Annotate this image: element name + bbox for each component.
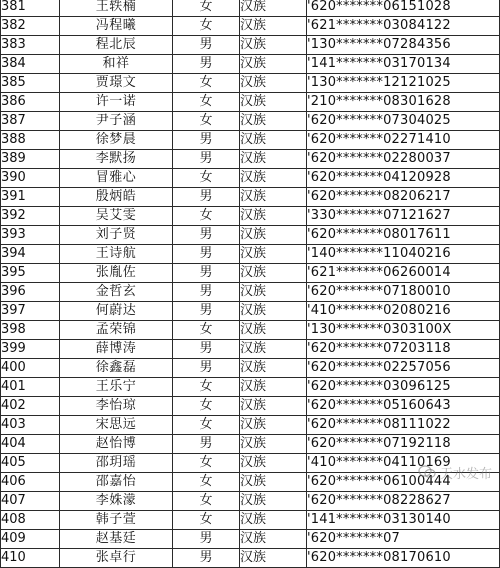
row-number-cell[interactable]: 410 (1, 549, 60, 568)
ethnicity-cell[interactable]: 汉族 (240, 283, 307, 302)
id-number-cell[interactable]: '620*******08017611 (307, 226, 500, 245)
id-number-cell[interactable]: '620*******08111022 (307, 416, 500, 435)
row-number-cell[interactable]: 397 (1, 302, 60, 321)
gender-cell[interactable]: 女 (173, 74, 240, 93)
row-number-cell[interactable]: 395 (1, 264, 60, 283)
ethnicity-cell[interactable]: 汉族 (240, 492, 307, 511)
id-number-cell[interactable]: '410*******04110169 (307, 454, 500, 473)
table-row (1, 397, 500, 416)
table-row (1, 264, 500, 283)
row-number-cell[interactable]: 409 (1, 530, 60, 549)
id-number-cell[interactable]: '620*******07203118 (307, 340, 500, 359)
name-cell[interactable]: 薛博涛 (60, 340, 173, 359)
watermark-text: 天水发布 (439, 466, 492, 482)
row-number-cell[interactable]: 400 (1, 359, 60, 378)
gender-cell[interactable]: 女 (173, 416, 240, 435)
row-number-cell[interactable]: 406 (1, 473, 60, 492)
gender-cell[interactable]: 女 (173, 454, 240, 473)
gender-cell[interactable]: 女 (173, 112, 240, 131)
id-number-cell[interactable]: '621*******06260014 (307, 264, 500, 283)
table-row (1, 435, 500, 454)
row-number-cell[interactable]: 384 (1, 55, 60, 74)
name-cell[interactable]: 王轶楠 (60, 0, 173, 17)
name-cell[interactable]: 张卓行 (60, 549, 173, 568)
row-number-cell[interactable]: 398 (1, 321, 60, 340)
name-cell[interactable]: 韩子萱 (60, 511, 173, 530)
row-number-cell[interactable]: 408 (1, 511, 60, 530)
table-row (1, 188, 500, 207)
row-number-cell[interactable]: 394 (1, 245, 60, 264)
id-number-cell[interactable]: '210*******08301628 (307, 93, 500, 112)
table-row (1, 36, 500, 55)
ethnicity-cell[interactable]: 汉族 (240, 321, 307, 340)
row-number-cell[interactable]: 387 (1, 112, 60, 131)
gender-cell[interactable]: 女 (173, 473, 240, 492)
row-number-cell[interactable]: 392 (1, 207, 60, 226)
row-number-cell[interactable]: 383 (1, 36, 60, 55)
name-cell[interactable]: 邵嘉怡 (60, 473, 173, 492)
name-cell[interactable]: 徐鑫磊 (60, 359, 173, 378)
ethnicity-cell[interactable]: 汉族 (240, 378, 307, 397)
row-number-cell[interactable]: 388 (1, 131, 60, 150)
id-number-cell[interactable]: '620*******05160643 (307, 397, 500, 416)
name-cell[interactable]: 孟荣锦 (60, 321, 173, 340)
name-cell[interactable]: 李怡琼 (60, 397, 173, 416)
name-cell[interactable]: 殷炳皓 (60, 188, 173, 207)
ethnicity-cell[interactable]: 汉族 (240, 302, 307, 321)
id-number-cell[interactable]: '620*******07180010 (307, 283, 500, 302)
table-row (1, 207, 500, 226)
ethnicity-cell[interactable]: 汉族 (240, 340, 307, 359)
id-number-cell[interactable]: '620*******07192118 (307, 435, 500, 454)
row-number-cell[interactable]: 393 (1, 226, 60, 245)
id-number-cell[interactable]: '141*******03130140 (307, 511, 500, 530)
row-number-cell[interactable]: 381 (1, 0, 60, 17)
row-number-cell[interactable]: 403 (1, 416, 60, 435)
gender-cell[interactable]: 男 (173, 302, 240, 321)
table-row (1, 549, 500, 568)
table-row (1, 359, 500, 378)
gender-cell[interactable]: 女 (173, 511, 240, 530)
name-cell[interactable]: 刘子贤 (60, 226, 173, 245)
name-cell[interactable]: 李默扬 (60, 150, 173, 169)
ethnicity-cell[interactable]: 汉族 (240, 397, 307, 416)
name-cell[interactable]: 吴艾雯 (60, 207, 173, 226)
ethnicity-cell[interactable]: 汉族 (240, 226, 307, 245)
ethnicity-cell[interactable]: 汉族 (240, 150, 307, 169)
ethnicity-cell[interactable]: 汉族 (240, 207, 307, 226)
ethnicity-cell[interactable]: 汉族 (240, 473, 307, 492)
table-row (1, 454, 500, 473)
gender-cell[interactable]: 男 (173, 131, 240, 150)
row-number-cell[interactable]: 382 (1, 17, 60, 36)
table-row (1, 131, 500, 150)
row-number-cell[interactable]: 401 (1, 378, 60, 397)
gender-cell[interactable]: 男 (173, 150, 240, 169)
ethnicity-cell[interactable]: 汉族 (240, 36, 307, 55)
id-number-cell[interactable]: '620*******06151028 (307, 0, 500, 17)
gender-cell[interactable]: 男 (173, 435, 240, 454)
id-number-cell[interactable]: '141*******03170134 (307, 55, 500, 74)
gender-cell[interactable]: 男 (173, 283, 240, 302)
id-number-cell[interactable]: '620*******07304025 (307, 112, 500, 131)
ethnicity-cell[interactable]: 汉族 (240, 454, 307, 473)
name-cell[interactable]: 何蔚达 (60, 302, 173, 321)
row-number-cell[interactable]: 390 (1, 169, 60, 188)
name-cell[interactable]: 和祥 (60, 55, 173, 74)
row-number-cell[interactable]: 389 (1, 150, 60, 169)
id-number-cell[interactable]: '620*******02280037 (307, 150, 500, 169)
gender-cell[interactable]: 女 (173, 397, 240, 416)
name-cell[interactable]: 徐梦晨 (60, 131, 173, 150)
name-cell[interactable]: 李姝濛 (60, 492, 173, 511)
ethnicity-cell[interactable]: 汉族 (240, 112, 307, 131)
table-row (1, 112, 500, 131)
row-number-cell[interactable]: 404 (1, 435, 60, 454)
id-number-cell[interactable]: '620*******07 (307, 530, 500, 549)
table-row (1, 492, 500, 511)
table-row (1, 416, 500, 435)
name-cell[interactable]: 贾璟文 (60, 74, 173, 93)
gender-cell[interactable]: 男 (173, 188, 240, 207)
table-row (1, 0, 500, 17)
table-row (1, 245, 500, 264)
gender-cell[interactable]: 女 (173, 492, 240, 511)
name-cell[interactable]: 尹子涵 (60, 112, 173, 131)
table-row (1, 283, 500, 302)
ethnicity-cell[interactable]: 汉族 (240, 511, 307, 530)
ethnicity-cell[interactable]: 汉族 (240, 0, 307, 17)
ethnicity-cell[interactable]: 汉族 (240, 549, 307, 568)
id-number-cell[interactable]: '130*******12121025 (307, 74, 500, 93)
gender-cell[interactable]: 男 (173, 549, 240, 568)
row-number-cell[interactable]: 396 (1, 283, 60, 302)
name-cell[interactable]: 金哲玄 (60, 283, 173, 302)
ethnicity-cell[interactable]: 汉族 (240, 74, 307, 93)
ethnicity-cell[interactable]: 汉族 (240, 93, 307, 112)
id-number-cell[interactable]: '410*******02080216 (307, 302, 500, 321)
ethnicity-cell[interactable]: 汉族 (240, 17, 307, 36)
ethnicity-cell[interactable]: 汉族 (240, 245, 307, 264)
table-row (1, 93, 500, 112)
row-number-cell[interactable]: 405 (1, 454, 60, 473)
id-number-cell[interactable]: '620*******08228627 (307, 492, 500, 511)
table-row (1, 169, 500, 188)
gender-cell[interactable]: 男 (173, 245, 240, 264)
gender-cell[interactable]: 男 (173, 359, 240, 378)
id-number-cell[interactable]: '330*******07121627 (307, 207, 500, 226)
table-row (1, 55, 500, 74)
gender-cell[interactable]: 女 (173, 207, 240, 226)
ethnicity-cell[interactable]: 汉族 (240, 359, 307, 378)
table-row (1, 378, 500, 397)
ethnicity-cell[interactable]: 汉族 (240, 131, 307, 150)
row-number-cell[interactable]: 402 (1, 397, 60, 416)
gender-cell[interactable]: 男 (173, 264, 240, 283)
gender-cell[interactable]: 男 (173, 530, 240, 549)
table-row (1, 530, 500, 549)
name-cell[interactable]: 邵玥瑶 (60, 454, 173, 473)
gender-cell[interactable]: 女 (173, 17, 240, 36)
table-row (1, 340, 500, 359)
name-cell[interactable]: 王诗航 (60, 245, 173, 264)
ethnicity-cell[interactable]: 汉族 (240, 435, 307, 454)
ethnicity-cell[interactable]: 汉族 (240, 55, 307, 74)
gender-cell[interactable]: 男 (173, 36, 240, 55)
gender-cell[interactable]: 男 (173, 340, 240, 359)
gender-cell[interactable]: 男 (173, 226, 240, 245)
ethnicity-cell[interactable]: 汉族 (240, 188, 307, 207)
id-number-cell[interactable]: '620*******08170610 (307, 549, 500, 568)
name-cell[interactable]: 王乐宁 (60, 378, 173, 397)
row-number-cell[interactable]: 385 (1, 74, 60, 93)
table-row (1, 74, 500, 93)
gender-cell[interactable]: 女 (173, 0, 240, 17)
table-row (1, 302, 500, 321)
id-number-cell[interactable]: '130*******0303100X (307, 321, 500, 340)
row-number-cell[interactable]: 391 (1, 188, 60, 207)
ethnicity-cell[interactable]: 汉族 (240, 416, 307, 435)
row-number-cell[interactable]: 399 (1, 340, 60, 359)
table-row (1, 473, 500, 492)
table-row (1, 17, 500, 36)
name-cell[interactable]: 宋思远 (60, 416, 173, 435)
gender-cell[interactable]: 女 (173, 169, 240, 188)
ethnicity-cell[interactable]: 汉族 (240, 169, 307, 188)
id-number-cell[interactable]: '140*******11040216 (307, 245, 500, 264)
table-row (1, 321, 500, 340)
name-cell[interactable]: 冯程曦 (60, 17, 173, 36)
gender-cell[interactable]: 女 (173, 93, 240, 112)
name-cell[interactable]: 程北辰 (60, 36, 173, 55)
name-cell[interactable]: 冒雅心 (60, 169, 173, 188)
name-cell[interactable]: 赵基廷 (60, 530, 173, 549)
table-row (1, 226, 500, 245)
roster-table-body (1, 0, 500, 568)
row-number-cell[interactable]: 386 (1, 93, 60, 112)
table-row (1, 511, 500, 530)
ethnicity-cell[interactable]: 汉族 (240, 530, 307, 549)
id-number-cell[interactable]: '620*******04120928 (307, 169, 500, 188)
gender-cell[interactable]: 男 (173, 55, 240, 74)
id-number-cell[interactable]: '620*******08206217 (307, 188, 500, 207)
gender-cell[interactable]: 女 (173, 378, 240, 397)
name-cell[interactable]: 张胤佐 (60, 264, 173, 283)
gender-cell[interactable]: 女 (173, 321, 240, 340)
id-number-cell[interactable]: '620*******02271410 (307, 131, 500, 150)
table-row (1, 150, 500, 169)
id-number-cell[interactable]: '620*******06100444 (307, 473, 500, 492)
ethnicity-cell[interactable]: 汉族 (240, 264, 307, 283)
name-cell[interactable]: 许一诺 (60, 93, 173, 112)
id-number-cell[interactable]: '130*******07284356 (307, 36, 500, 55)
id-number-cell[interactable]: '621*******03084122 (307, 17, 500, 36)
name-cell[interactable]: 赵怡博 (60, 435, 173, 454)
row-number-cell[interactable]: 407 (1, 492, 60, 511)
id-number-cell[interactable]: '620*******03096125 (307, 378, 500, 397)
id-number-cell[interactable]: '620*******02257056 (307, 359, 500, 378)
